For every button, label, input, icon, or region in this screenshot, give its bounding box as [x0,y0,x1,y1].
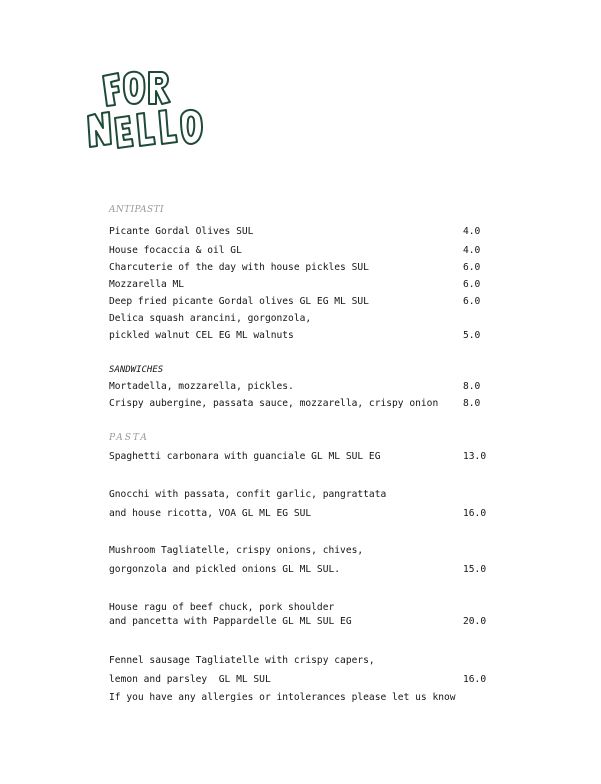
menu-item: and pancetta with Pappardelle GL ML SUL EG [109,616,352,627]
menu-item-price: 6.0 [463,296,481,307]
menu-item-price: 20.0 [463,616,487,627]
menu-item: Charcuterie of the day with house pickles SUL [109,262,369,273]
menu-item-price: 5.0 [463,330,481,341]
menu-item: gorgonzola and pickled onions GL ML SUL. [109,564,341,575]
menu-item: Mortadella, mozzarella, pickles. [109,381,294,392]
section-heading-antipasti: ANTIPASTI [109,205,164,215]
menu-item: House focaccia & oil GL [109,245,242,256]
menu-item: Deep fried picante Gordal olives GL EG ML SUL [109,296,369,307]
menu-item: Spaghetti carbonara with guanciale GL ML SUL EG [109,451,381,462]
menu-item: Mozzarella ML [109,279,185,290]
menu-item: Gnocchi with passata, confit garlic, pangrattata [109,489,387,500]
section-heading-sandwiches: SANDWICHES [109,365,164,375]
fornello-logo [84,64,214,159]
menu-item: Fennel sausage Tagliatelle with crispy capers, [109,655,375,666]
menu-item-price: 4.0 [463,245,481,256]
menu-item-price: 6.0 [463,279,481,290]
menu-item: pickled walnut CEL EG ML walnuts [109,330,294,341]
allergy-notice: If you have any allergies or intolerances please let us know [109,692,456,703]
menu-item-price: 6.0 [463,262,481,273]
menu-item-price: 8.0 [463,381,481,392]
menu-item-price: 13.0 [463,451,487,462]
menu-item: and house ricotta, VOA GL ML EG SUL [109,508,312,519]
menu-item: Crispy aubergine, passata sauce, mozzarella, crispy onion [109,398,439,409]
menu-item: House ragu of beef chuck, pork shoulder [109,602,335,613]
menu-item-price: 16.0 [463,674,487,685]
menu-item-price: 16.0 [463,508,487,519]
section-heading-pasta: PASTA [109,433,149,443]
menu-item: Mushroom Tagliatelle, crispy onions, chives, [109,545,364,556]
menu-item: lemon and parsley GL ML SUL [109,674,271,685]
menu-item-price: 15.0 [463,564,487,575]
menu-item-price: 4.0 [463,226,481,237]
menu-item-price: 8.0 [463,398,481,409]
menu-item: Delica squash arancini, gorgonzola, [109,313,312,324]
menu-item: Picante Gordal Olives SUL [109,226,254,237]
